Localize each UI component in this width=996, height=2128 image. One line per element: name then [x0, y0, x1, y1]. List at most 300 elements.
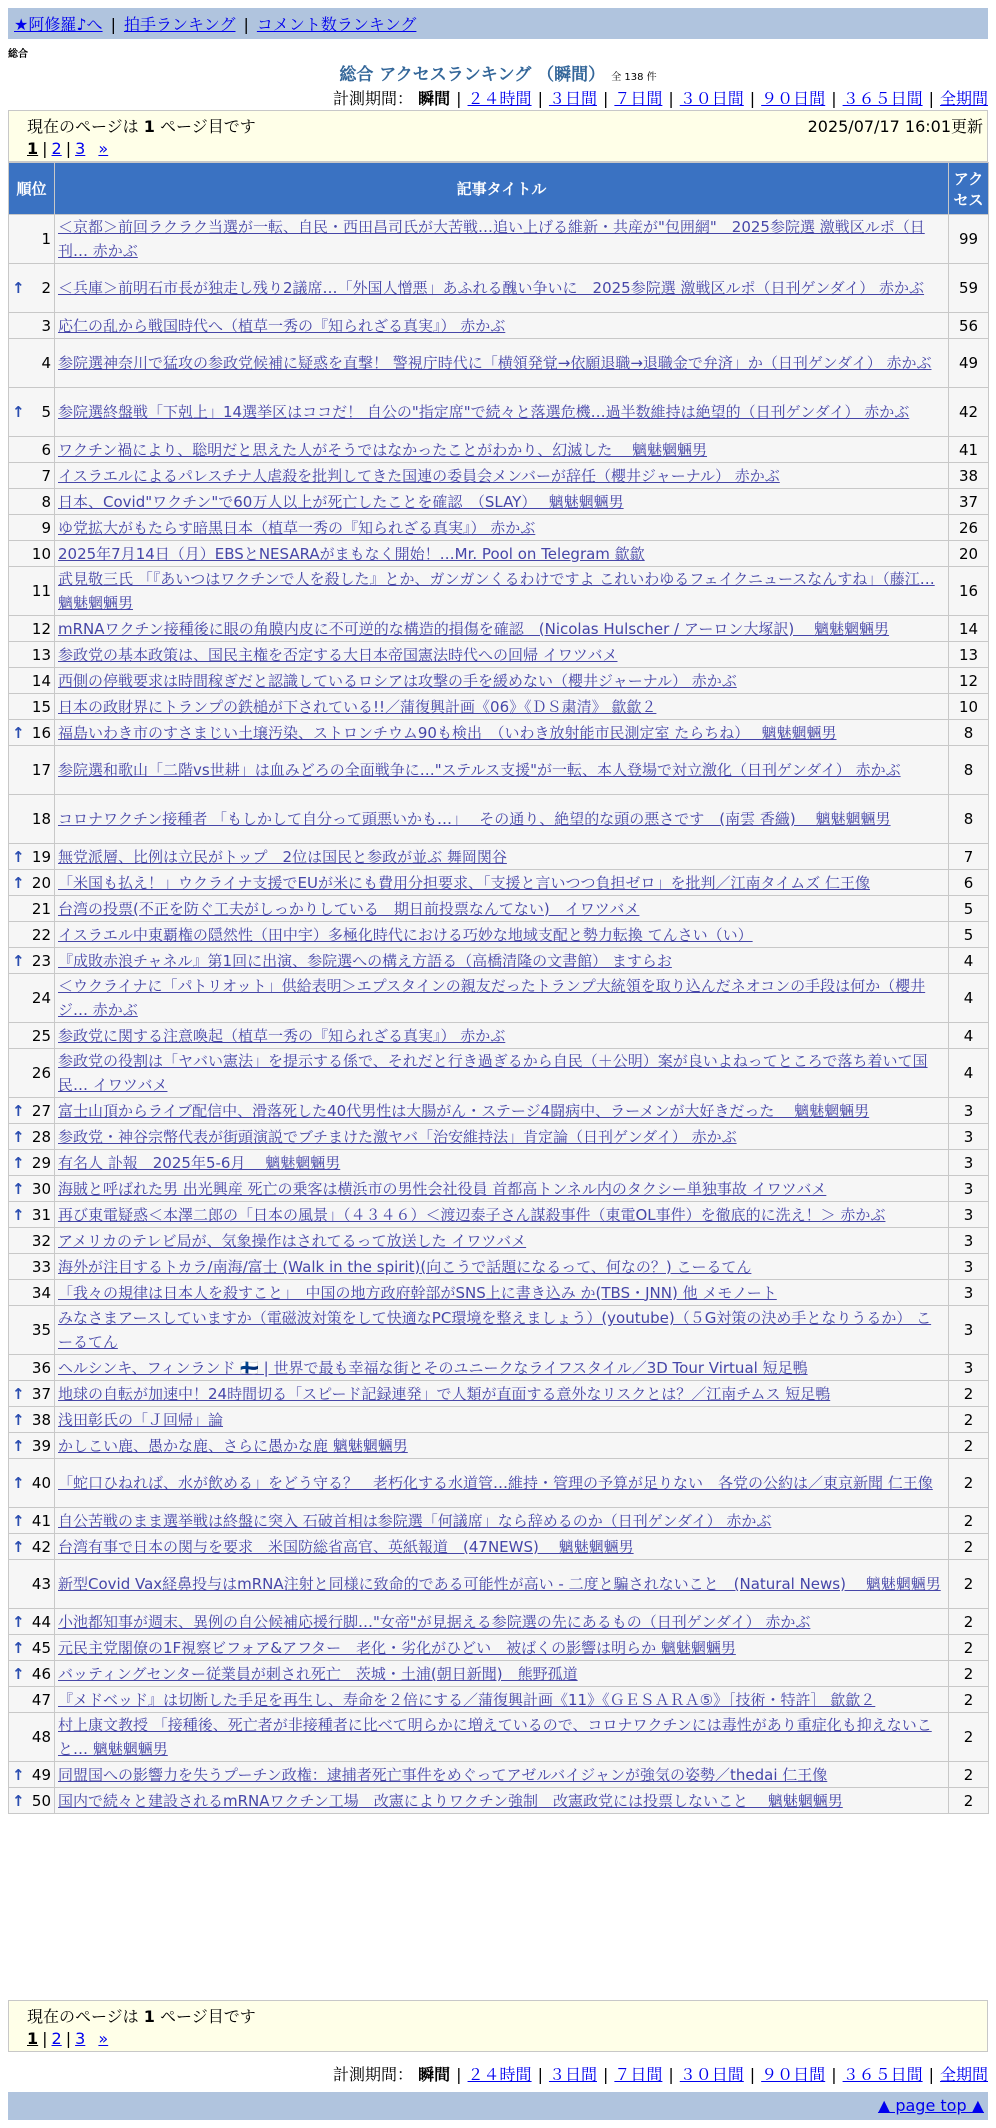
rank-cell: [9, 1713, 55, 1762]
article-link[interactable]: 日本の政財界にトランプの鉄槌が下されている!!／蒲復興計画《06》《ＤＳ粛清》 歙歙２: [58, 697, 657, 716]
title-cell: [55, 1713, 949, 1762]
article-link[interactable]: ワクチン禍により、聡明だと思えた人がそうではなかったことがわかり、幻滅した 魑魅魍魎男: [58, 440, 708, 459]
table-row: [9, 616, 989, 642]
article-link[interactable]: 参政党の基本政策は、国民主権を否定する大日本帝国憲法時代への回帰 イワツバメ: [58, 645, 618, 664]
rank-number: 11: [31, 582, 51, 600]
access-count: 6: [949, 870, 989, 896]
rank-number: 41: [31, 1511, 51, 1530]
table-row: [9, 1176, 989, 1202]
rank-cell: [9, 1150, 55, 1176]
title-cell: [55, 1202, 949, 1228]
rank-number: 1: [41, 230, 51, 248]
access-count: 26: [949, 515, 989, 541]
access-count: 20: [949, 541, 989, 567]
rank-cell: [9, 616, 55, 642]
article-link[interactable]: 海賊と呼ばれた男 出光興産 死亡の乗客は横浜市の男性会社役員 首都高トンネル内のタクシー単独事故 イワツバメ: [58, 1179, 827, 1198]
pager-page-3[interactable]: 3: [75, 139, 86, 158]
title-cell: [55, 1508, 949, 1534]
title-cell: [55, 1176, 949, 1202]
period-current: 瞬間: [418, 89, 451, 108]
title-cell: [55, 795, 949, 844]
article-link[interactable]: 地球の自転が加速中！24時間切る「スピード記録連発」で人類が直面する意外なリスクとは？／江南チムス 短足鴨: [58, 1384, 831, 1403]
rank-number: 19: [31, 847, 51, 866]
article-link[interactable]: 無党派層、比例は立民がトップ 2位は国民と参政が並ぶ 舞岡関谷: [58, 847, 507, 866]
access-count: 59: [949, 264, 989, 313]
rank-cell: [9, 437, 55, 463]
period-90d-bottom[interactable]: ９０日間: [761, 2065, 826, 2084]
article-link[interactable]: ＜ウクライナに「パトリオット」供給表明＞エプスタインの親友だったトランプ大統領を取り込んだネオコンの手段は何か（櫻井ジ… 赤かぶ: [58, 977, 926, 1019]
table-row: [9, 1560, 989, 1609]
access-count: 2: [949, 1381, 989, 1407]
table-row: [9, 1534, 989, 1560]
article-link[interactable]: 参政党の役割は「ヤバい憲法」を提示する係で、それだと行き過ぎるから自民（＋公明）案が良いよねってところで落ち着いて国民… イワツバメ: [58, 1052, 928, 1094]
rank-number: 18: [31, 810, 51, 828]
rank-number: 27: [31, 1101, 51, 1120]
period-label-bottom: 計測期間：: [333, 2065, 414, 2084]
rank-number: 15: [31, 697, 51, 716]
title-cell: [55, 1306, 949, 1355]
period-3d[interactable]: ３日間: [548, 89, 597, 108]
article-link[interactable]: 『メドベッド』は切断した手足を再生し、寿命を２倍にする／蒲復興計画《11》《ＧＥＳＡＲＡ⑤》［技術・特許］ 歙歙２: [58, 1690, 876, 1709]
period-90d[interactable]: ９０日間: [761, 89, 826, 108]
applause-ranking-link[interactable]: 拍手ランキング: [123, 15, 236, 34]
title-cell: [55, 215, 949, 264]
article-link[interactable]: 村上康文教授 「接種後、死亡者が非接種者に比べて明らかに増えているので、コロナワクチンには毒性があり重症化も抑えないこと… 魑魅魍魎男: [58, 1716, 932, 1758]
title-cell: [55, 1762, 949, 1788]
table-row: [9, 1254, 989, 1280]
article-link[interactable]: みなさまアースしていますか（電磁波対策をして快適なPC環境を整えましょう）(youtube)（５G対策の決め手となりうるか） こーるてん: [58, 1309, 932, 1351]
rank-up-arrow-icon: ↑: [12, 1384, 25, 1403]
table-row: [9, 642, 989, 668]
title-cell: [55, 489, 949, 515]
article-link[interactable]: コロナワクチン接種者 「もしかして自分って頭悪いかも…」 その通り、絶望的な頭の悪さです (南雲 香織) 魑魅魍魎男: [58, 810, 891, 828]
article-link[interactable]: イスラエル中東覇権の隠然性（田中宇）多極化時代における巧妙な地域支配と勢力転換 てんさい（い）: [58, 925, 753, 944]
article-link[interactable]: 台湾の投票(不正を防ぐ工夫がしっかりしている 期日前投票なんてない) イワツバメ: [58, 899, 640, 918]
access-count: 3: [949, 1150, 989, 1176]
rank-up-arrow-icon: ↑: [12, 403, 25, 421]
period-7d[interactable]: ７日間: [614, 89, 663, 108]
rank-number: 33: [31, 1257, 51, 1276]
title-cell: [55, 1788, 949, 1814]
rank-up-arrow-icon: ↑: [12, 1153, 25, 1172]
access-count: 38: [949, 463, 989, 489]
table-row: [9, 1609, 989, 1635]
access-count: 8: [949, 720, 989, 746]
rank-number: 36: [31, 1358, 51, 1377]
rank-cell: [9, 1049, 55, 1098]
access-count: 4: [949, 974, 989, 1023]
table-row: [9, 1762, 989, 1788]
access-count: 2: [949, 1788, 989, 1814]
rank-cell: [9, 1124, 55, 1150]
rank-up-arrow-icon: ↑: [12, 951, 25, 970]
title-cell: [55, 1228, 949, 1254]
article-link[interactable]: ＜兵庫＞前明石市長が独走し残り2議席…「外国人憎悪」あふれる醜い争いに 2025参院選 激戦区ルポ（日刊ゲンダイ） 赤かぶ: [58, 279, 925, 297]
rank-cell: [9, 974, 55, 1023]
rank-cell: [9, 746, 55, 795]
rank-number: 48: [31, 1728, 51, 1746]
period-7d-bottom[interactable]: ７日間: [614, 2065, 663, 2084]
article-link[interactable]: アメリカのテレビ局が、気象操作はされてるって放送した イワツバメ: [58, 1231, 527, 1250]
pager-current-bottom: 1: [27, 2029, 39, 2048]
rank-number: 4: [41, 354, 51, 372]
title-cell: [55, 1049, 949, 1098]
period-current-bottom: 瞬間: [418, 2065, 451, 2084]
ranking-heading: [0, 60, 996, 85]
rank-up-arrow-icon: ↑: [12, 1612, 25, 1631]
rank-number: 49: [31, 1765, 51, 1784]
rank-up-arrow-icon: ↑: [12, 279, 25, 297]
table-row: [9, 1124, 989, 1150]
period-label: 計測期間：: [333, 89, 414, 108]
table-row: [9, 948, 989, 974]
rank-cell: [9, 1609, 55, 1635]
table-row: [9, 1381, 989, 1407]
access-count: 2: [949, 1407, 989, 1433]
access-count: 2: [949, 1609, 989, 1635]
period-all[interactable]: 全期間: [939, 89, 988, 108]
rank-number: 17: [31, 761, 51, 779]
access-count: 12: [949, 668, 989, 694]
header-title: 記事タイトル: [55, 163, 949, 215]
article-link[interactable]: 日本、Covid"ワクチン"で60万人以上が死亡したことを確認 （SLAY） 魑魅魍魎男: [58, 492, 624, 511]
article-link[interactable]: 元民主党閣僚の1F視察ビフォア&アフター 老化・劣化がひどい 被ばくの影響は明らか 魑魅魍魎男: [58, 1638, 736, 1657]
rank-cell: [9, 694, 55, 720]
current-page-text: 現在のページは 1 ページ目です: [27, 117, 256, 136]
rank-number: 5: [41, 403, 51, 421]
title-cell: [55, 922, 949, 948]
rank-cell: [9, 1788, 55, 1814]
article-link[interactable]: 海外が注目するトカラ/南海/富士 (Walk in the spirit)(向こうで話題になるって、何なの？) こーるてん: [58, 1257, 752, 1276]
rank-cell: [9, 1433, 55, 1459]
access-count: 14: [949, 616, 989, 642]
table-row: [9, 264, 989, 313]
title-cell: [55, 463, 949, 489]
top-nav: ★阿修羅♪へ | 拍手ランキング | コメント数ランキング: [8, 8, 988, 39]
rank-number: 26: [31, 1064, 51, 1082]
table-row: [9, 515, 989, 541]
table-row: [9, 1202, 989, 1228]
rank-cell: [9, 541, 55, 567]
access-count: 8: [949, 795, 989, 844]
rank-cell: [9, 922, 55, 948]
rank-number: 12: [31, 619, 51, 638]
article-link[interactable]: 国内で続々と建設されるmRNAワクチン工場 改憲によりワクチン強制 改憲政党には投票しないこと 魑魅魍魎男: [58, 1791, 843, 1810]
rank-cell: [9, 668, 55, 694]
rank-number: 10: [31, 544, 51, 563]
article-link[interactable]: 参院選終盤戦「下剋上」14選挙区はココだ！ 自公の"指定席"で続々と落選危機…過半数維持は絶望的（日刊ゲンダイ） 赤かぶ: [58, 403, 910, 421]
title-cell: [55, 388, 949, 437]
rank-number: 38: [31, 1410, 51, 1429]
pager-top: 1 | 2 | 3 »: [27, 139, 109, 158]
rank-up-arrow-icon: ↑: [12, 873, 25, 892]
access-count: 4: [949, 1023, 989, 1049]
rank-number: 31: [31, 1205, 51, 1224]
article-link[interactable]: 同盟国への影響力を失うプーチン政権：逮捕者死亡事件をめぐってアゼルバイジャンが強気の姿勢／thedai 仁王像: [58, 1765, 828, 1784]
rank-cell: [9, 489, 55, 515]
rank-number: 2: [41, 279, 51, 297]
period-24h-bottom[interactable]: ２４時間: [467, 2065, 532, 2084]
article-link[interactable]: ＜京都＞前回ラクラク当選が一転、自民・西田昌司氏が大苦戦…追い上げる維新・共産が"包囲網" 2025参院選 激戦区ルポ（日刊… 赤かぶ: [58, 218, 925, 260]
table-row: [9, 437, 989, 463]
pager-page-3-bottom[interactable]: 3: [75, 2029, 86, 2048]
access-count: 3: [949, 1202, 989, 1228]
rank-cell: [9, 1202, 55, 1228]
article-link[interactable]: ヘルシンキ、フィンランド 🇫🇮 | 世界で最も幸福な街とそのユニークなライフスタイル／3D Tour Virtual 短足鴨: [58, 1358, 808, 1377]
access-count: 2: [949, 1433, 989, 1459]
period-365d[interactable]: ３６５日間: [842, 89, 923, 108]
title-cell: [55, 1687, 949, 1713]
rank-up-arrow-icon: ↑: [12, 1664, 25, 1683]
rank-cell: [9, 1098, 55, 1124]
rank-up-arrow-icon: ↑: [12, 1410, 25, 1429]
title-cell: [55, 1433, 949, 1459]
article-link[interactable]: 参院選和歌山「二階vs世耕」は血みどろの全面戦争に…"ステルス支援"が一転、本人登場で対立激化（日刊ゲンダイ） 赤かぶ: [58, 761, 901, 779]
rank-number: 37: [31, 1384, 51, 1403]
rank-number: 44: [31, 1612, 51, 1631]
table-row: [9, 1788, 989, 1814]
comment-ranking-link[interactable]: コメント数ランキング: [256, 15, 417, 34]
access-count: 99: [949, 215, 989, 264]
article-link[interactable]: 浅田彰氏の「Ｊ回帰」論: [58, 1410, 224, 1429]
title-cell: [55, 896, 949, 922]
table-row: [9, 1355, 989, 1381]
table-row: [9, 694, 989, 720]
table-row: [9, 1280, 989, 1306]
total-count: 全 138 件: [611, 72, 657, 83]
period-all-bottom[interactable]: 全期間: [939, 2065, 988, 2084]
article-link[interactable]: 小池都知事が週末、異例の自公候補応援行脚…"女帝"が見据える参院選の先にあるもの（日刊ゲンダイ） 赤かぶ: [58, 1612, 811, 1631]
title-cell: [55, 1407, 949, 1433]
page-info-bottom: [8, 2000, 988, 2052]
table-header-row: [9, 163, 989, 215]
period-30d-bottom[interactable]: ３０日間: [679, 2065, 744, 2084]
ranking-table: [8, 162, 989, 1814]
rank-cell: [9, 1534, 55, 1560]
table-row: [9, 870, 989, 896]
article-link[interactable]: 有名人 訃報 2025年5-6月 魑魅魍魎男: [58, 1153, 341, 1172]
title-cell: [55, 616, 949, 642]
article-link[interactable]: 参院選神奈川で猛攻の参政党候補に疑惑を直撃！ 警視庁時代に「横領発覚→依願退職→退職金で弁済」か（日刊ゲンダイ） 赤かぶ: [58, 354, 932, 372]
pager-next-bottom[interactable]: »: [98, 2029, 109, 2048]
table-row: [9, 746, 989, 795]
table-row: [9, 1150, 989, 1176]
rank-cell: [9, 1176, 55, 1202]
article-link[interactable]: 再び東電疑惑＜本澤二郎の「日本の風景」（４３４６）＜渡辺泰子さん謀殺事件（東電OL事件）を徹底的に洗え！＞ 赤かぶ: [58, 1205, 886, 1224]
article-link[interactable]: mRNAワクチン接種後に眼の角膜内皮に不可逆的な構造的損傷を確認 (Nicolas Hulscher / アーロン大塚訳) 魑魅魍魎男: [58, 619, 890, 638]
article-link[interactable]: 富士山頂からライブ配信中、滑落死した40代男性は大腸がん・ステージ4闘病中、ラーメンが大好きだった 魑魅魍魎男: [58, 1101, 870, 1120]
table-row: [9, 1407, 989, 1433]
page-title: 総合 アクセスランキング （瞬間）: [339, 65, 606, 85]
table-row: [9, 1713, 989, 1762]
access-count: 16: [949, 567, 989, 616]
period-24h[interactable]: ２４時間: [467, 89, 532, 108]
current-page-text-bottom: 現在のページは 1 ページ目です: [27, 2007, 256, 2026]
rank-cell: [9, 1560, 55, 1609]
pager-page-2[interactable]: 2: [51, 139, 62, 158]
title-cell: [55, 642, 949, 668]
rank-number: 42: [31, 1537, 51, 1556]
table-row: [9, 1635, 989, 1661]
rank-cell: [9, 1023, 55, 1049]
access-count: 3: [949, 1254, 989, 1280]
table-row: [9, 1049, 989, 1098]
article-link[interactable]: 西側の停戦要求は時間稼ぎだと認識しているロシアは攻撃の手を緩めない（櫻井ジャーナル） 赤かぶ: [58, 671, 737, 690]
rank-number: 13: [31, 645, 51, 664]
table-row: [9, 1228, 989, 1254]
article-link[interactable]: 武見敬三氏 「『あいつはワクチンで人を殺した』とか、ガンガンくるわけですよ これいわゆるフェイクニュースなんすね」（藤江… 魑魅魍魎男: [58, 570, 935, 612]
period-3d-bottom[interactable]: ３日間: [548, 2065, 597, 2084]
table-row: [9, 339, 989, 388]
title-cell: [55, 541, 949, 567]
table-row: [9, 1433, 989, 1459]
rank-number: 21: [31, 899, 51, 918]
rank-cell: [9, 215, 55, 264]
period-365d-bottom[interactable]: ３６５日間: [842, 2065, 923, 2084]
table-row: [9, 922, 989, 948]
table-row: [9, 1098, 989, 1124]
access-count: 8: [949, 746, 989, 795]
article-link[interactable]: 福島いわき市のすさまじい土壌汚染、ストロンチウム90も検出 （いわき放射能市民測定室 たらちね） 魑魅魍魎男: [58, 723, 837, 742]
article-link[interactable]: 2025年7月14日（月）EBSとNESARAがまもなく開始！…Mr. Pool on Telegram 歙歙: [58, 544, 645, 563]
title-cell: [55, 437, 949, 463]
rank-cell: [9, 1254, 55, 1280]
title-cell: [55, 1098, 949, 1124]
title-cell: [55, 948, 949, 974]
rank-number: 39: [31, 1436, 51, 1455]
article-link[interactable]: イスラエルによるパレスチナ人虐殺を批判してきた国連の委員会メンバーが辞任（櫻井ジャーナル） 赤かぶ: [58, 466, 780, 485]
pager-current: 1: [27, 139, 39, 158]
bottom-bar: [8, 2092, 988, 2120]
access-count: 4: [949, 948, 989, 974]
title-cell: [55, 1534, 949, 1560]
access-count: 5: [949, 896, 989, 922]
access-count: 2: [949, 1560, 989, 1609]
pager-bottom: 1 | 2 | 3 »: [27, 2029, 109, 2048]
period-30d[interactable]: ３０日間: [679, 89, 744, 108]
table-row: [9, 720, 989, 746]
rank-cell: [9, 1280, 55, 1306]
rank-number: 40: [31, 1474, 51, 1492]
article-link[interactable]: 「我々の規律は日本人を殺すこと」 中国の地方政府幹部がSNS上に書き込み か(TBS・JNN) 他 メモノート: [58, 1283, 777, 1302]
rank-number: 29: [31, 1153, 51, 1172]
rank-up-arrow-icon: ↑: [12, 1205, 25, 1224]
table-row: [9, 1306, 989, 1355]
rank-up-arrow-icon: ↑: [12, 847, 25, 866]
table-row: [9, 1687, 989, 1713]
article-link[interactable]: ゆ党拡大がもたらす暗黒日本（植草一秀の『知られざる真実』） 赤かぶ: [58, 518, 536, 537]
page-top-link[interactable]: ▲ page top ▲: [877, 2096, 984, 2115]
title-cell: [55, 1023, 949, 1049]
pager-next[interactable]: »: [98, 139, 109, 158]
table-row: [9, 795, 989, 844]
rank-number: 14: [31, 671, 51, 690]
title-cell: [55, 567, 949, 616]
title-cell: [55, 870, 949, 896]
rank-up-arrow-icon: ↑: [12, 1765, 25, 1784]
article-link[interactable]: 台湾有事で日本の関与を要求 米国防総省高官、英紙報道 (47NEWS) 魑魅魍魎男: [58, 1537, 634, 1556]
article-link[interactable]: 参政党に関する注意喚起（植草一秀の『知られざる真実』） 赤かぶ: [58, 1026, 506, 1045]
table-row: [9, 313, 989, 339]
article-link[interactable]: 「蛇口ひねれば、水が飲める」をどう守る？ 老朽化する水道管…維持・管理の予算が足りない 各党の公約は／東京新聞 仁王像: [58, 1474, 933, 1492]
access-count: 2: [949, 1635, 989, 1661]
section-label: 総合: [8, 49, 28, 60]
rank-up-arrow-icon: ↑: [12, 1474, 25, 1492]
rank-number: 9: [41, 518, 51, 537]
access-count: 56: [949, 313, 989, 339]
table-row: [9, 463, 989, 489]
title-cell: [55, 339, 949, 388]
rank-number: 47: [31, 1690, 51, 1709]
article-link[interactable]: 自公苦戦のまま選挙戦は終盤に突入 石破首相は参院選「何議席」なら辞めるのか（日刊ゲンダイ） 赤かぶ: [58, 1511, 772, 1530]
table-row: [9, 1023, 989, 1049]
article-link[interactable]: 参政党・神谷宗幣代表が街頭演説でブチまけた激ヤバ「治安維持法」肯定論（日刊ゲンダイ） 赤かぶ: [58, 1127, 737, 1146]
table-row: [9, 1508, 989, 1534]
title-cell: [55, 264, 949, 313]
title-cell: [55, 1560, 949, 1609]
access-count: 3: [949, 1280, 989, 1306]
rank-up-arrow-icon: ↑: [12, 1436, 25, 1455]
article-link[interactable]: バッティングセンター従業員が刺され死亡 茨城・土浦(朝日新聞) 熊野孤道: [58, 1664, 578, 1683]
rank-number: 30: [31, 1179, 51, 1198]
title-cell: [55, 1280, 949, 1306]
title-cell: [55, 1635, 949, 1661]
title-cell: [55, 1609, 949, 1635]
rank-number: 23: [31, 951, 51, 970]
title-cell: [55, 1150, 949, 1176]
article-link[interactable]: 新型Covid Vax経鼻投与はmRNA注射と同様に致命的である可能性が高い - 二度と騙されないこと (Natural News) 魑魅魍魎男: [58, 1575, 941, 1593]
article-link[interactable]: 「米国も払え！」ウクライナ支援でEUが米にも費用分担要求、「支援と言いつつ負担ゼロ」を批判／江南タイムズ 仁王像: [58, 873, 870, 892]
pager-page-2-bottom[interactable]: 2: [51, 2029, 62, 2048]
rank-cell: [9, 720, 55, 746]
title-cell: [55, 1661, 949, 1687]
period-selector-bottom: 計測期間： 瞬間 | ２４時間 | ３日間 | ７日間 | ３０日間 | ９０日間 | ３６５日間 | 全期間: [333, 2065, 988, 2084]
rank-cell: [9, 1635, 55, 1661]
rank-cell: [9, 515, 55, 541]
title-cell: [55, 746, 949, 795]
rank-number: 32: [31, 1231, 51, 1250]
article-link[interactable]: 『成敗赤浪チャネル』第1回に出演、参院選への構え方語る（高橋清隆の文書館） ますらお: [58, 951, 672, 970]
access-count: 3: [949, 1176, 989, 1202]
rank-up-arrow-icon: ↑: [12, 1511, 25, 1530]
rank-up-arrow-icon: ↑: [12, 1638, 25, 1657]
rank-up-arrow-icon: ↑: [12, 1101, 25, 1120]
article-link[interactable]: 応仁の乱から戦国時代へ（植草一秀の『知られざる真実』） 赤かぶ: [58, 316, 506, 335]
rank-number: 25: [31, 1026, 51, 1045]
table-row: [9, 1661, 989, 1687]
rank-number: 35: [31, 1321, 51, 1339]
rank-up-arrow-icon: ↑: [12, 1537, 25, 1556]
article-link[interactable]: かしこい鹿、愚かな鹿、さらに愚かな鹿 魑魅魍魎男: [58, 1436, 408, 1455]
rank-number: 3: [41, 316, 51, 335]
rank-cell: [9, 567, 55, 616]
table-row: [9, 541, 989, 567]
updated-timestamp: 2025/07/17 16:01更新: [807, 117, 983, 136]
access-count: 2: [949, 1459, 989, 1508]
table-row: [9, 489, 989, 515]
period-selector-top: 計測期間： 瞬間 | ２４時間 | ３日間 | ７日間 | ３０日間 | ９０日間 | ３６５日間 | 全期間: [333, 89, 988, 108]
title-cell: [55, 1459, 949, 1508]
access-count: 7: [949, 844, 989, 870]
home-link[interactable]: ★阿修羅♪へ: [14, 15, 103, 34]
rank-cell: [9, 264, 55, 313]
header-rank: 順位: [9, 163, 55, 215]
rank-cell: [9, 1306, 55, 1355]
rank-up-arrow-icon: ↑: [12, 1127, 25, 1146]
title-cell: [55, 1254, 949, 1280]
rank-number: 6: [41, 440, 51, 459]
title-cell: [55, 844, 949, 870]
